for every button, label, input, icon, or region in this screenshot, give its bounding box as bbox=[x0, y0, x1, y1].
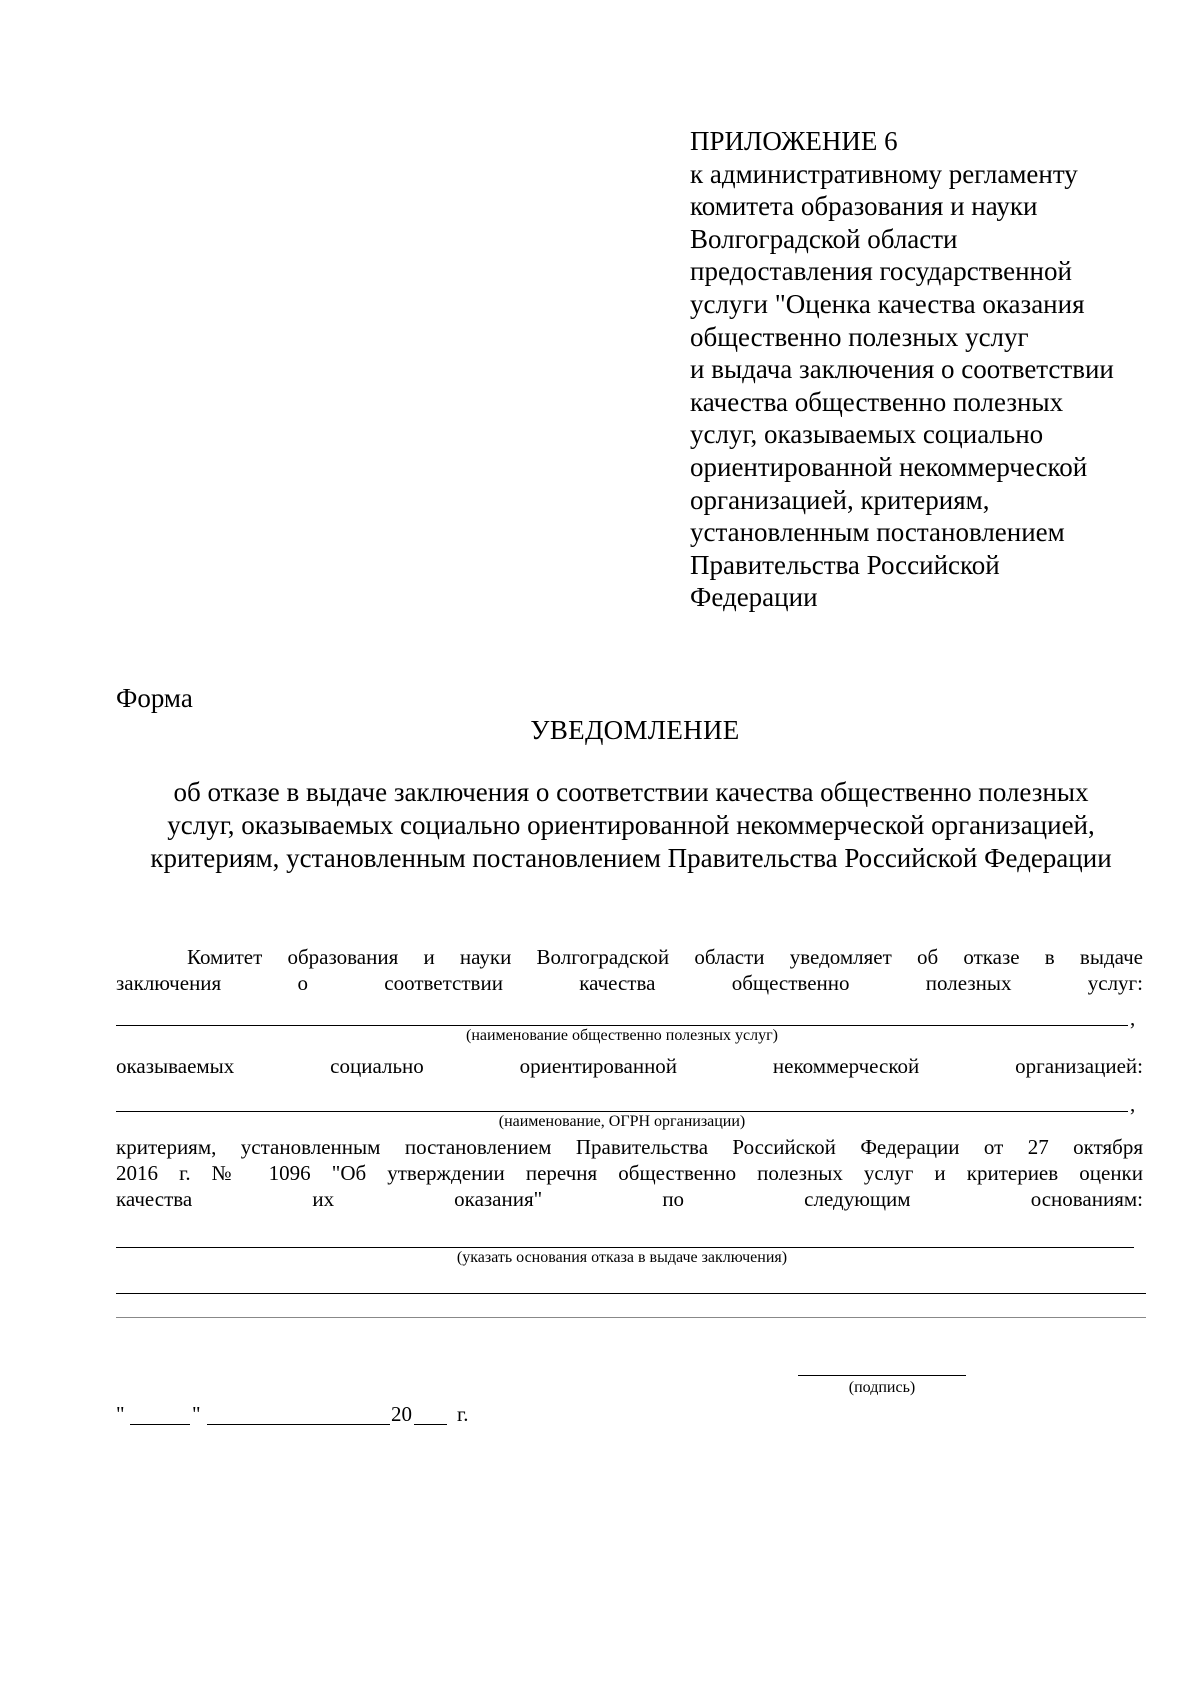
body-line-5: 2016 г. № 1096 "Об утверждении перечня общественно полезных услуг и критериев оценки bbox=[116, 1161, 1143, 1185]
body-line-6: качества их оказания" по следующим основаниям: bbox=[116, 1187, 1143, 1211]
appendix-line: услуг, оказываемых социально bbox=[690, 419, 1044, 450]
document-subtitle bbox=[116, 776, 1146, 875]
signature-caption: (подпись) bbox=[848, 1379, 916, 1396]
appendix-line: Волгоградской области bbox=[690, 223, 958, 254]
appendix-line: и выдача заключения о соответствии bbox=[690, 354, 1114, 385]
body-line-3: оказываемых социально ориентированной некоммерческой организацией: bbox=[116, 1054, 1143, 1078]
body-line-4: критериям, установленным постановлением Правительства Российской Федерации от 27 октября bbox=[116, 1135, 1143, 1159]
appendix-line: комитета образования и науки bbox=[690, 191, 1038, 222]
service-name-blank-line bbox=[116, 1025, 1128, 1026]
appendix-line: организацией, критериям, bbox=[690, 484, 990, 515]
comma: , bbox=[1130, 1092, 1136, 1116]
refusal-grounds-blank-line-3 bbox=[116, 1317, 1146, 1318]
appendix-line: Правительства Российской bbox=[690, 549, 1000, 580]
appendix-line: ориентированной некоммерческой bbox=[690, 451, 1088, 482]
date-open-quote: " bbox=[116, 1402, 125, 1426]
appendix-line: к административному регламенту bbox=[690, 158, 1078, 189]
appendix-line: Федерации bbox=[690, 582, 818, 613]
appendix-header bbox=[690, 125, 1170, 614]
date-close-quote: " bbox=[192, 1402, 201, 1426]
signature-line bbox=[798, 1375, 966, 1376]
body-line-2: заключения о соответствии качества общественно полезных услуг: bbox=[116, 971, 1143, 995]
subtitle-line: услуг, оказываемых социально ориентированной некоммерческой организацией, bbox=[167, 810, 1095, 840]
date-day-blank bbox=[130, 1424, 190, 1425]
date-month-blank bbox=[207, 1424, 390, 1425]
appendix-line: предоставления государственной bbox=[690, 256, 1072, 287]
organization-caption: (наименование, ОГРН организации) bbox=[498, 1113, 746, 1130]
refusal-grounds-blank-line bbox=[116, 1247, 1134, 1248]
date-year-blank bbox=[414, 1424, 447, 1425]
form-label: Форма bbox=[116, 683, 193, 713]
service-name-caption: (наименование общественно полезных услуг) bbox=[466, 1027, 778, 1044]
refusal-grounds-blank-line-2 bbox=[116, 1293, 1146, 1294]
refusal-grounds-caption: (указать основания отказа в выдаче заключения) bbox=[456, 1249, 788, 1266]
comma: , bbox=[1130, 1006, 1136, 1030]
appendix-line: услуги "Оценка качества оказания bbox=[690, 288, 1085, 319]
date-year-prefix: 20 bbox=[391, 1402, 412, 1426]
date-year-suffix: г. bbox=[457, 1402, 469, 1426]
subtitle-line: об отказе в выдаче заключения о соответствии качества общественно полезных bbox=[173, 777, 1089, 807]
body-line-1: Комитет образования и науки Волгоградской области уведомляет об отказе в выдаче bbox=[187, 945, 1143, 969]
organization-blank-line bbox=[116, 1111, 1128, 1112]
appendix-line: установленным постановлением bbox=[690, 517, 1065, 548]
appendix-line: общественно полезных услуг bbox=[690, 321, 1029, 352]
appendix-line: ПРИЛОЖЕНИЕ 6 bbox=[690, 126, 898, 156]
appendix-line: качества общественно полезных bbox=[690, 386, 1064, 417]
document-title: УВЕДОМЛЕНИЕ bbox=[530, 715, 740, 745]
subtitle-line: критериям, установленным постановлением Правительства Российской Федерации bbox=[150, 843, 1112, 873]
